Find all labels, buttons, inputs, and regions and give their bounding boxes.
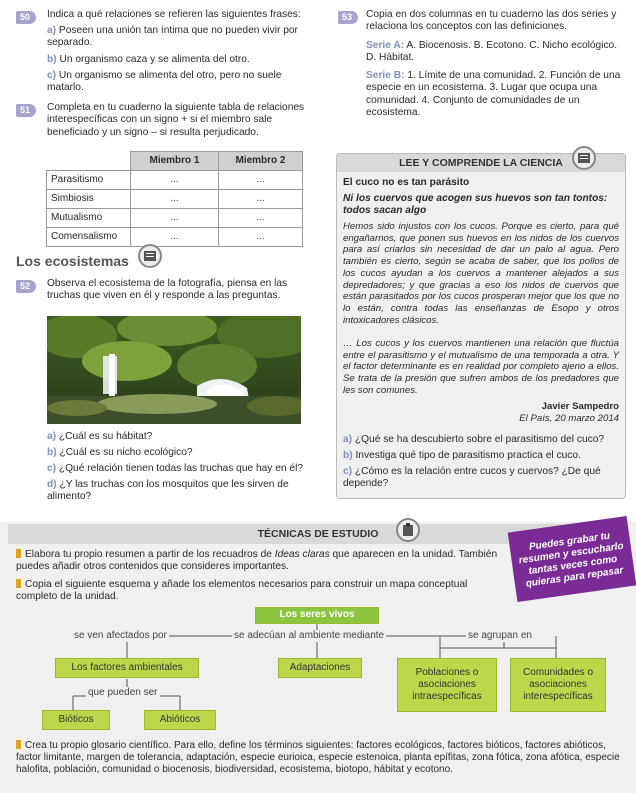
exercise-52-option-b: b) ¿Cuál es su nicho ecológico? — [47, 447, 193, 458]
map-node-bioticos: Bióticos — [42, 710, 110, 730]
article-subtitle: Ni los cuervos que acogen sus huevos son tan tontos: todos sacan algo — [343, 193, 608, 217]
serie-b: Serie B: 1. Límite de una comunidad. 2. Función de una especie en un ecosistema. 3. Lugar que ocupa una comunidad. 4. Conjunto de comunidades de un ecosistema. — [366, 70, 621, 119]
exercise-52-text: Observa el ecosistema de la fotografía, piensa en las truchas que viven en él y responde a las preguntas. — [47, 278, 288, 302]
lee-option-c: c) ¿Cómo es la relación entre cucos y cuervos? ¿De qué depende? — [343, 466, 601, 490]
lee-option-b: b) Investiga qué tipo de parasitismo practica el cuco. — [343, 450, 581, 461]
article-paragraph-2: … Los cucos y los cuervos mantienen una relación que fluctúa entre el parasitismo y el mutualismo de una temporada a otra. Y el factor determinante es en realidad por completo ajeno a ellos. Se trata de la presión que sufren ambos de los predadores que les son comunes. — [343, 338, 619, 396]
table-row: Simbiosis ... ... — [47, 190, 303, 209]
tecnicas-bullet-3: Crea tu propio glosario científico. Para ello, define los términos siguientes: factores ecológicos, factores bióticos, factores abióticos, factor limitante, margen de tolerancia, adaptación, especie eurioica, especie estenoica, planta epífitas, zona fótica, zona afótica, especie halofita, población, comunidad o biocenosis, biodiversidad, ecosistema, biotopo, hábitat y ecotono. — [16, 740, 620, 776]
map-node-poblaciones: Poblaciones o asociaciones intraespecíficas — [397, 658, 497, 712]
section-heading-ecosistemas: Los ecosistemas — [16, 253, 129, 269]
lee-option-a: a) ¿Qué se ha descubierto sobre el parasitismo del cuco? — [343, 434, 605, 445]
book-icon — [138, 244, 162, 268]
map-link-afectados: se ven afectados por — [74, 630, 167, 641]
exercise-52-option-d: d) ¿Y las truchas con los mosquitos que les sirven de alimento? — [47, 479, 289, 503]
clipboard-icon — [396, 518, 420, 542]
map-link-agrupan: se agrupan en — [468, 630, 532, 641]
exercise-number-52: 52 — [16, 280, 36, 293]
bullet-marker — [16, 579, 21, 588]
exercise-number-51: 51 — [16, 104, 36, 117]
book-icon — [572, 146, 596, 170]
lee-comprende-header: LEE Y COMPRENDE LA CIENCIA — [337, 154, 625, 172]
article-paragraph-1: Hemos sido injustos con los cucos. Porque es cierto, para qué engañarnos, que ponen sus huevos en los nidos de los cuervos para así criarlos sin necesidad de dar un palo al agua. Pero también es cierto, según se acaba de saber, que los pollos de los cucos ayudan a los cuervos a mantener alejados a sus depredadores; y que gracias a eso los nidos de cuervos que están parasitados por los cucos prosperan mejor que los que no lo están, contra todas las enseñanzas de Esopo y otros intoxicadores clásicos. — [343, 221, 619, 326]
table-header-member-2: Miembro 2 — [219, 152, 303, 171]
table-row: Mutualismo ... ... — [47, 209, 303, 228]
article-author: Javier Sampedro — [541, 401, 619, 412]
map-node-seres-vivos: Los seres vivos — [255, 607, 379, 624]
exercise-50-option-a: a) Poseen una unión tan íntima que no pueden vivir por separado. — [47, 25, 298, 49]
bullet-marker — [16, 549, 21, 558]
map-link-pueden-ser: que pueden ser — [88, 687, 158, 698]
tecnicas-bullet-1: Elabora tu propio resumen a partir de los recuadros de Ideas claras que aparecen en la unidad. También puedes añadir otros contenidos que consideres importantes. — [16, 549, 498, 573]
tecnicas-header: TÉCNICAS DE ESTUDIO — [8, 524, 628, 544]
tecnicas-bullet-2: Copia el siguiente esquema y añade los elementos necesarios para construir un mapa conceptual completo de la unidad. — [16, 579, 468, 603]
article-title: El cuco no es tan parásito — [343, 177, 470, 188]
waterfall-photo — [47, 316, 301, 424]
map-node-adaptaciones: Adaptaciones — [278, 658, 362, 678]
article-source: El País, 20 marzo 2014 — [519, 413, 619, 424]
relations-table — [46, 151, 303, 247]
map-node-abioticos: Abióticos — [144, 710, 216, 730]
exercise-53-text: Copia en dos columnas en tu cuaderno las dos series y relaciona los conceptos con las definiciones. — [366, 9, 617, 33]
serie-a: Serie A: A. Biocenosis. B. Ecotono. C. Nicho ecológico. D. Hábitat. — [366, 40, 618, 64]
exercise-52-option-c: c) ¿Qué relación tienen todas las truchas que hay en él? — [47, 463, 303, 474]
exercise-52-option-a: a) ¿Cuál es su hábitat? — [47, 431, 153, 442]
exercise-50-option-c: c) Un organismo se alimenta del otro, pero no suele matarlo. — [47, 70, 282, 94]
exercise-number-50: 50 — [16, 11, 36, 24]
table-row: Parasitismo ... ... — [47, 171, 303, 190]
exercise-50-option-b: b) Un organismo caza y se alimenta del otro. — [47, 54, 250, 65]
exercise-51-text: Completa en tu cuaderno la siguiente tabla de relaciones interespecíficas con un signo + si el miembro sale beneficiado y un signo – si resulta perjudicado. — [47, 102, 305, 138]
table-row: Comensalismo ... ... — [47, 228, 303, 247]
map-node-comunidades: Comunidades o asociaciones interespecíficas — [510, 658, 606, 712]
bullet-marker — [16, 740, 21, 749]
map-link-adecuan: se adecúan al ambiente mediante — [234, 630, 385, 641]
map-node-factores: Los factores ambientales — [55, 658, 199, 678]
book-icon — [143, 250, 157, 262]
audio-tip-stamp: Puedes grabar tu resumen y escucharlo tantas veces como quieras para repasar — [508, 516, 636, 602]
exercise-number-53: 53 — [338, 11, 358, 24]
exercise-50-question: Indica a qué relaciones se refieren las siguientes frases: — [47, 9, 301, 20]
table-header-member-1: Miembro 1 — [131, 152, 219, 171]
